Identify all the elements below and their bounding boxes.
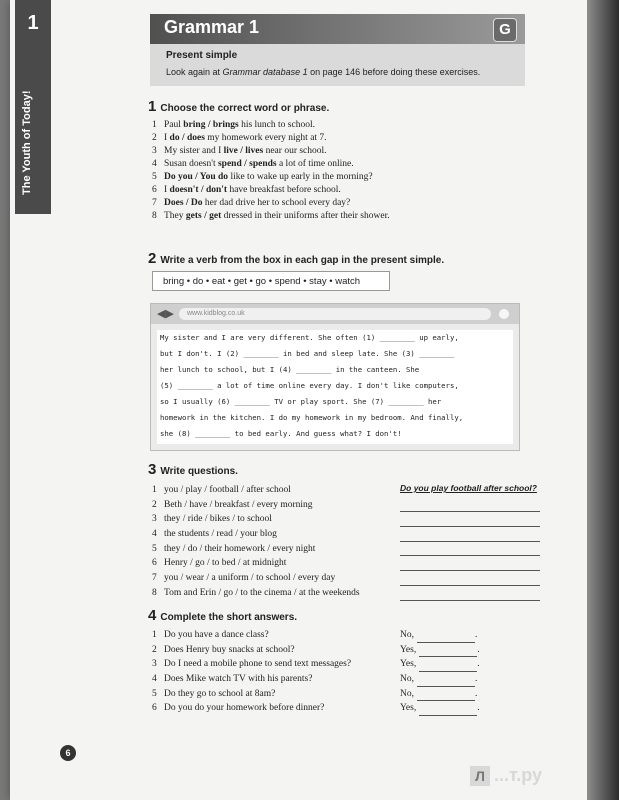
word-box: bring • do • eat • get • go • spend • stay • watch <box>152 271 390 291</box>
answer-blank <box>417 690 475 701</box>
item-number: 1 <box>152 485 157 495</box>
short-answer: Yes, . <box>400 657 480 672</box>
item-text: Does Henry buy snacks at school? <box>164 644 295 655</box>
intro-heading: Present simple <box>166 50 238 61</box>
list-item <box>152 628 351 643</box>
item-text: Do I need a mobile phone to send text messages? <box>164 659 352 670</box>
short-answer: No, . <box>400 687 480 702</box>
answer-line <box>400 556 540 571</box>
item-text-pre: My sister and I <box>164 146 224 156</box>
item-number: 5 <box>152 688 157 699</box>
ex2-heading: 2 Write a verb from the box in each gap in the present simple. <box>148 250 445 267</box>
intro-text: Look again at Grammar database 1 on page 146 before doing these exercises. <box>166 67 481 77</box>
item-choice: spend / spends <box>217 159 277 169</box>
ex3-list <box>152 483 360 601</box>
short-answer: No, . <box>400 628 480 643</box>
item-number: 5 <box>152 172 157 182</box>
item-choice: Does / Do <box>164 198 203 208</box>
item-number: 7 <box>152 198 157 208</box>
answer-line <box>400 498 540 513</box>
list-item <box>152 171 390 184</box>
item-number: 2 <box>152 644 157 655</box>
list-item <box>152 556 360 571</box>
item-number: 8 <box>152 211 157 221</box>
url-field: www.kidblog.co.uk <box>179 308 491 320</box>
item-number: 5 <box>152 543 157 554</box>
browser-button-icon <box>499 309 509 319</box>
ex3-heading: 3 Write questions. <box>148 461 238 478</box>
item-number: 7 <box>152 573 157 584</box>
example-answer: Do you play football after school? <box>400 483 537 493</box>
item-number: 3 <box>152 514 157 525</box>
page-title: Grammar 1 <box>164 17 260 37</box>
item-choice: doesn't / don't <box>169 185 228 195</box>
list-item <box>152 145 390 158</box>
answer-line <box>400 571 540 586</box>
item-choice: gets / get <box>185 211 222 221</box>
blog-line: homework in the kitchen. I do my homework in my bedroom. And finally, <box>160 413 464 422</box>
list-item <box>152 498 360 513</box>
item-number: 3 <box>152 659 157 670</box>
answer-start: Yes, <box>400 644 417 655</box>
item-text-pre: Paul <box>164 120 184 130</box>
answer-start: No, <box>400 674 414 685</box>
item-text-pre: I <box>164 133 170 143</box>
browser-bar <box>151 304 519 324</box>
answer-line <box>400 586 540 601</box>
item-text-pre: I <box>164 185 170 195</box>
item-text: Do you have a dance class? <box>164 630 269 640</box>
answer-blank <box>417 632 475 643</box>
list-item <box>152 483 360 498</box>
answer-start: Yes, <box>400 703 417 714</box>
short-answer: No, . <box>400 672 480 687</box>
item-number: 6 <box>152 703 157 714</box>
blog-text <box>157 330 513 444</box>
page-edge-shadow <box>587 0 619 800</box>
item-text-pre: They <box>164 211 186 221</box>
item-number: 4 <box>152 674 157 685</box>
item-text-post: my homework every night at 7. <box>204 133 327 143</box>
list-item <box>152 701 351 716</box>
intro-box <box>150 44 525 86</box>
list-item <box>152 672 351 687</box>
answer-line <box>400 527 540 542</box>
item-number: 1 <box>152 630 157 640</box>
back-forward-icon: ◀▶ <box>157 307 174 320</box>
item-text: Beth / have / breakfast / every morning <box>164 499 313 510</box>
answer-start: No, <box>400 688 414 699</box>
list-item <box>152 542 360 557</box>
item-text: Tom and Erin / go / to the cinema / at the weekends <box>164 587 360 598</box>
grammar-badge-icon: G <box>493 18 517 42</box>
item-number: 6 <box>152 185 157 195</box>
blog-line: so I usually (6) ________ TV or play sport. She (7) ________ her <box>160 397 442 406</box>
blog-line: she (8) ________ to bed early. And guess what? I don't! <box>160 429 402 438</box>
item-text: you / play / football / after school <box>164 485 291 495</box>
answer-start: No, <box>400 630 414 640</box>
watermark-logo-icon: Л <box>470 766 490 786</box>
item-choice: Do you / You do <box>164 172 229 182</box>
short-answer: Yes, . <box>400 701 480 716</box>
ex4-list <box>152 628 351 716</box>
answer-blank <box>419 705 477 716</box>
page-number: 6 <box>60 745 76 761</box>
ex4-heading: 4 Complete the short answers. <box>148 607 298 624</box>
list-item <box>152 210 390 223</box>
item-text-post: a lot of time online. <box>276 159 354 169</box>
watermark: Л ...т.ру <box>470 765 542 786</box>
short-answer: Yes, . <box>400 643 480 658</box>
blog-line: My sister and I are very different. She often (1) ________ up early, <box>160 333 459 342</box>
item-number: 4 <box>152 159 157 169</box>
item-choice: bring / brings <box>183 120 239 130</box>
blog-browser-window <box>150 303 520 451</box>
item-number: 8 <box>152 587 157 598</box>
item-number: 3 <box>152 146 157 156</box>
item-number: 1 <box>152 120 157 130</box>
answer-start: Yes, <box>400 659 417 670</box>
list-item <box>152 132 390 145</box>
item-text: the students / read / your blog <box>164 529 277 540</box>
item-number: 4 <box>152 529 157 540</box>
ex1-heading: 1 Choose the correct word or phrase. <box>148 98 330 115</box>
list-item <box>152 184 390 197</box>
list-item <box>152 158 390 171</box>
item-text-post: like to wake up early in the morning? <box>228 172 373 182</box>
item-text: they / do / their homework / every night <box>164 543 316 554</box>
item-text-post: her dad drive her to school every day? <box>202 198 351 208</box>
item-text-post: have breakfast before school. <box>227 185 341 195</box>
list-item <box>152 119 390 132</box>
item-text: you / wear / a uniform / to school / every day <box>164 573 336 584</box>
blog-line: but I don't. I (2) ________ in bed and sleep late. She (3) ________ <box>160 349 455 358</box>
item-text: Do you do your homework before dinner? <box>164 703 325 714</box>
item-text-post: dressed in their uniforms after their shower. <box>221 211 390 221</box>
list-item <box>152 512 360 527</box>
list-item <box>152 571 360 586</box>
item-number: 2 <box>152 499 157 510</box>
list-item <box>152 586 360 601</box>
list-item <box>152 687 351 702</box>
answer-blank <box>419 646 477 657</box>
item-text: Do they go to school at 8am? <box>164 688 276 699</box>
item-text: Henry / go / to bed / at midnight <box>164 558 287 569</box>
list-item <box>152 527 360 542</box>
item-text-pre: Susan doesn't <box>164 159 218 169</box>
answer-blank <box>419 661 477 672</box>
answer-blank <box>417 676 475 687</box>
blog-line: (5) ________ a lot of time online every day. I don't like computers, <box>160 381 459 390</box>
item-text: they / ride / bikes / to school <box>164 514 272 525</box>
item-choice: live / lives <box>223 146 264 156</box>
answer-line <box>400 542 540 557</box>
unit-title: The Youth of Today! <box>21 90 33 195</box>
answer-line <box>400 512 540 527</box>
list-item <box>152 643 351 658</box>
list-item <box>152 197 390 210</box>
item-text-post: near our school. <box>263 146 327 156</box>
blog-line: her lunch to school, but I (4) ________ in the canteen. She <box>160 365 420 374</box>
unit-number: 1 <box>27 12 39 34</box>
item-number: 2 <box>152 133 157 143</box>
side-tab <box>15 0 51 214</box>
item-text-post: his lunch to school. <box>238 120 315 130</box>
item-choice: do / does <box>169 133 205 143</box>
grammar-header <box>150 14 525 44</box>
ex3-answer-lines <box>400 483 540 601</box>
list-item <box>152 657 351 672</box>
item-number: 6 <box>152 558 157 569</box>
item-text: Does Mike watch TV with his parents? <box>164 674 313 685</box>
ex4-answers <box>400 628 480 716</box>
ex1-list <box>152 119 390 223</box>
